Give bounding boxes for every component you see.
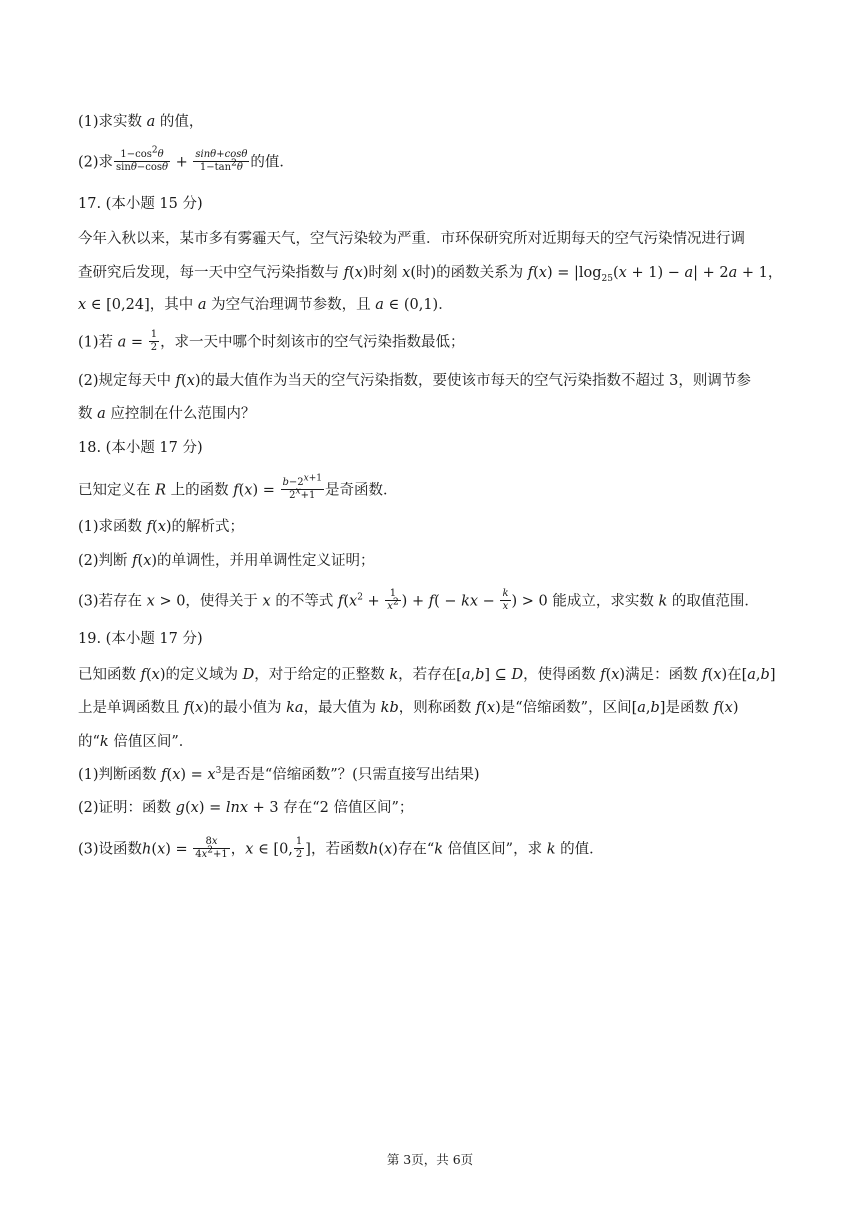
q17-part1: (1)若 a = $\frac{1}{2}$ ，求一天中哪个时刻该市的空气污染指数最低；	[78, 329, 465, 353]
q18-part3: (3)若存在 x > 0，使得关于 x 的不等式 $f(x^2$ + $\frac{1}{x^2}$ ) + f( − kx − $\frac{k}{x}$ ) > 0 能成立，求实数 k 的取值范围．	[78, 588, 759, 612]
fraction: $\frac{k}{x}$	[502, 588, 509, 612]
q19-intro-line1: 已知函数 f(x)的定义域为 D，对于给定的正整数 k，若存在[a,b] ⊆ D，使得函数 f(x)满足：函数 f(x)在[a,b]	[78, 667, 776, 683]
q19-part1: (1)判断函数 $f(x) = x^3$是否是“倍缩函数”？(只需直接写出结果)	[78, 766, 480, 783]
fraction: $\frac{\sin\theta+\cos\theta}{1-\tan^2\theta}$	[195, 149, 248, 173]
q18-header: 18. (本小题 17 分)	[78, 440, 203, 456]
fraction: $\frac{1}{x^2}$	[387, 588, 399, 612]
fraction: $\frac{1}{2}$	[295, 836, 303, 860]
q19-header: 19. (本小题 17 分)	[78, 631, 203, 647]
fraction: $\frac{1}{2}$	[150, 329, 158, 353]
page-footer: 第 3页，共 6页	[386, 1152, 474, 1167]
q17-part2-line2: 数 a 应控制在什么范围内？	[78, 406, 256, 422]
q18-intro: 已知定义在 R 上的函数 f(x) = $\frac{b-2^{x+1}}{2^x+1}$ 是奇函数．	[78, 473, 398, 501]
q17-part2-line1: (2)规定每天中 f(x)的最大值作为当天的空气污染指数，要使该市每天的空气污染指数不超过 3，则调节参	[78, 373, 751, 389]
q16-part1	[78, 111, 784, 133]
q17-intro-line1: 今年入秋以来，某市多有雾霾天气，空气污染较为严重．市环保研究所对近期每天的空气污染情况进行调	[78, 231, 745, 247]
q19-intro-line3: 的“k 倍值区间”．	[78, 734, 194, 750]
fraction: $\frac{1-\cos^2\theta}{\sin\theta-\cos\theta}$	[116, 145, 169, 173]
q18-part1: (1)求函数 f(x)的解析式；	[78, 519, 245, 535]
fraction: $\frac{b-2^{x+1}}{2^x+1}$	[282, 473, 323, 501]
fraction: $\frac{8x}{4x^2+1}$	[195, 836, 228, 860]
document-page	[78, 0, 784, 1216]
q16-part1-text: (1)求实数 a 的值，	[78, 114, 204, 130]
q19-part3: (3)设函数h(x) = $\frac{8x}{4x^2+1}$ ，x ∈ [0, $\frac{1}{2}$ ]，若函数h(x)存在“k 倍值区间”，求 k 的值．	[78, 836, 604, 860]
q16-part2: (2)求 $\frac{1-\cos^2\theta}{\sin\theta-\cos\theta}$ + $\frac{\sin\theta+\cos\theta}{1-\tan^2\theta}$ 的值．	[78, 145, 294, 173]
q17-intro-line3: x ∈ [0,24]，其中 a 为空气治理调节参数，且 a ∈ (0,1)．	[78, 297, 453, 313]
q17-header: 17. (本小题 15 分)	[78, 196, 203, 212]
q19-part2: (2)证明：函数 g(x) = lnx + 3 存在“2 倍值区间”；	[78, 800, 414, 816]
q17-intro-line2: 查研究后发现，每一天中空气污染指数与 f(x)时刻 x(时)的函数关系为 $f(x) = |\log_{25}(x + 1) - a| + 2a + 1$，	[78, 265, 783, 284]
q18-part2: (2)判断 f(x)的单调性，并用单调性定义证明；	[78, 553, 375, 569]
q19-intro-line2: 上是单调函数且 f(x)的最小值为 ka，最大值为 kb，则称函数 f(x)是“倍缩函数”，区间[a,b]是函数 f(x)	[78, 700, 739, 716]
